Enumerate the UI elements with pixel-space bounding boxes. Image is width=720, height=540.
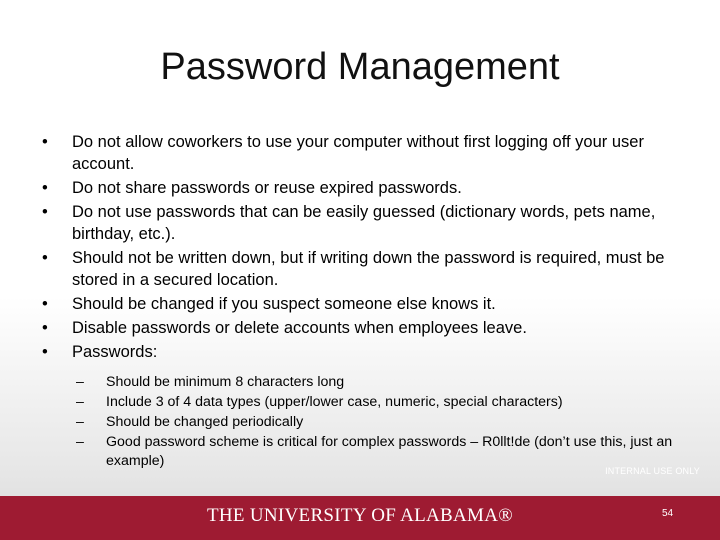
bullet-item: • Do not share passwords or reuse expired passwords. bbox=[42, 177, 682, 199]
bullet-item: • Should not be written down, but if writing down the password is required, must be stored in a secured location. bbox=[42, 247, 682, 291]
slide-title: Password Management bbox=[160, 46, 560, 88]
sub-bullet-item: – Good password scheme is critical for complex passwords – R0llt!de (don’t use this, just an example) bbox=[72, 433, 682, 471]
bullet-list bbox=[42, 131, 682, 473]
bullet-item: • Do not allow coworkers to use your computer without first logging off your user account. bbox=[42, 131, 682, 175]
footer-bar bbox=[0, 496, 720, 540]
bullet-text: Passwords: bbox=[72, 343, 158, 361]
sub-bullet-item: – Should be changed periodically bbox=[72, 413, 682, 432]
sub-bullet-item: – Should be minimum 8 characters long bbox=[72, 373, 682, 392]
bullet-item: • Do not use passwords that can be easily guessed (dictionary words, pets name, birthday, etc.). bbox=[42, 201, 682, 245]
bullet-item: • Disable passwords or delete accounts when employees leave. bbox=[42, 317, 682, 339]
university-wordmark: THE UNIVERSITY OF ALABAMA® bbox=[206, 505, 513, 526]
sub-bullet-list bbox=[72, 373, 682, 471]
sub-bullet-item: – Include 3 of 4 data types (upper/lower case, numeric, special characters) bbox=[72, 393, 682, 412]
page-number: 54 bbox=[662, 508, 674, 519]
classification-label: INTERNAL USE ONLY bbox=[605, 466, 700, 476]
bullet-item-passwords bbox=[42, 341, 682, 471]
bullet-item: • Should be changed if you suspect someone else knows it. bbox=[42, 293, 682, 315]
